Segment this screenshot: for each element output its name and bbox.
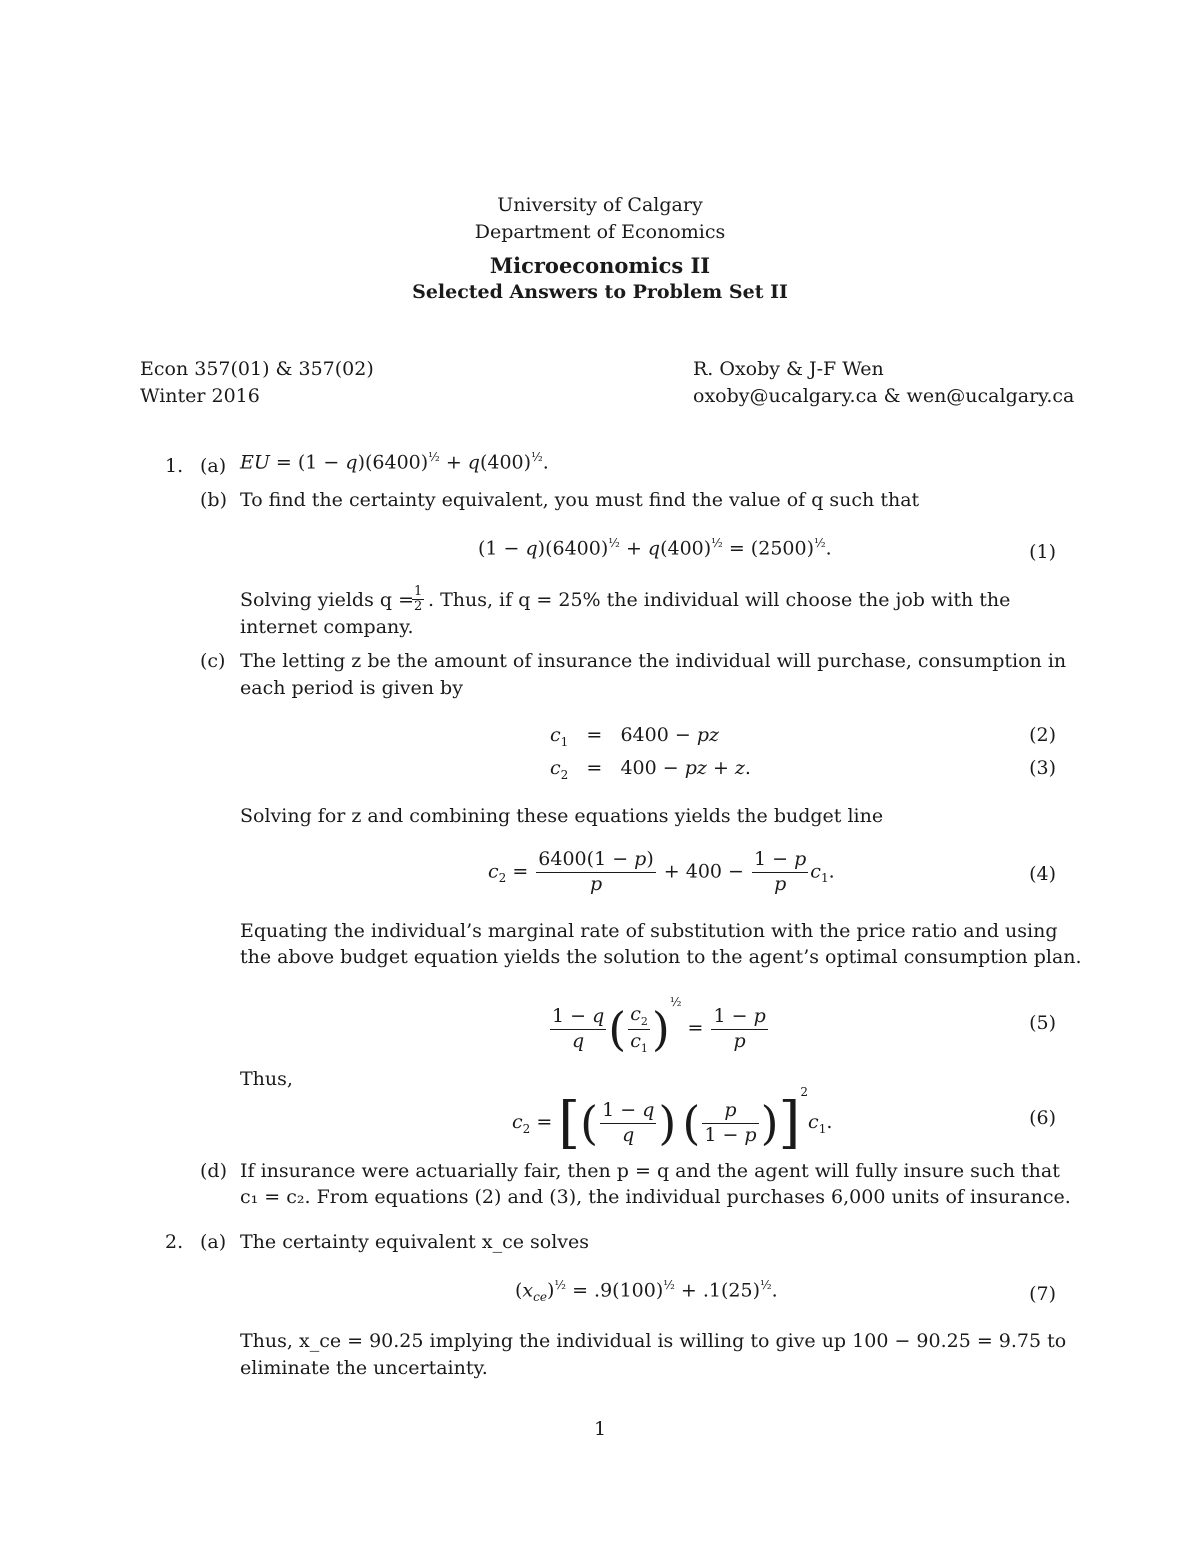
q2-number: 2.	[165, 1231, 184, 1253]
equation-5-mrs: $\frac{1 - q}{q}$ ( $\frac{c_2}{c_1}$ )$^{\frac{1}{2}}$ = $\frac{1 - p}{p}$	[552, 995, 766, 1056]
equation-4-number: (4)	[1029, 863, 1056, 885]
q1d-text-2: c₁ = c₂. From equations (2) and (3), the individual purchases 6,000 units of insurance.	[240, 1186, 1071, 1208]
q2a-text: The certainty equivalent x_ce solves	[240, 1231, 589, 1253]
q1b-solving-end: internet company.	[240, 616, 414, 638]
q1-number: 1.	[165, 455, 184, 477]
equation-3-number: (3)	[1029, 757, 1056, 779]
document-subtitle: Selected Answers to Problem Set II	[412, 281, 788, 303]
equation-5-number: (5)	[1029, 1012, 1056, 1034]
q1c-text-3: Solving for z and combining these equations yields the budget line	[240, 805, 884, 827]
term: Winter 2016	[140, 385, 260, 407]
equation-6: $c_2$ = [( $\frac{1 - q}{q}$ ) ( $\frac{p}{1 - p}$ )]$^2c_1$.	[512, 1085, 833, 1156]
department-name: Department of Economics	[474, 221, 726, 243]
instructors: R. Oxoby & J-F Wen	[693, 358, 884, 380]
equation-7: $(x_{ce})^{\frac{1}{2}} = .9(100)^{\frac{1}{2}} + .1(25)^{\frac{1}{2}}$.	[515, 1278, 778, 1305]
q1c-text-5: the above budget equation yields the solution to the agent’s optimal consumption plan.	[240, 946, 1082, 968]
q1a-label: (a)	[200, 455, 227, 477]
q1a-expected-utility-formula: EU = $(1 - q)(6400)^{\frac{1}{2}} + q(400)^{\frac{1}{2}}$.	[240, 450, 549, 474]
equation-1-number: (1)	[1029, 541, 1056, 563]
equation-1: $(1 - q)(6400)^{\frac{1}{2}} + q(400)^{\frac{1}{2}} = (2500)^{\frac{1}{2}}$.	[478, 536, 832, 560]
q2a-label: (a)	[200, 1231, 227, 1253]
equation-2-number: (2)	[1029, 724, 1056, 746]
course-title: Microeconomics II	[489, 253, 711, 278]
equation-3: $c_2 = 400$ − pz + z.	[550, 757, 751, 782]
equation-7-number: (7)	[1029, 1283, 1056, 1305]
course-code: Econ 357(01) & 357(02)	[140, 358, 374, 380]
q1c-text-1: The letting z be the amount of insurance the individual will purchase, consumption in	[240, 650, 1067, 672]
q1b-text: To find the certainty equivalent, you must find the value of q such that	[240, 489, 920, 511]
instructor-emails: oxoby@ucalgary.ca & wen@ucalgary.ca	[693, 385, 1075, 407]
q1d-text-1: If insurance were actuarially fair, then p = q and the agent will fully insure such that	[240, 1160, 1060, 1182]
q2a-thus-2: eliminate the uncertainty.	[240, 1357, 488, 1379]
q1d-label: (d)	[200, 1160, 227, 1182]
q1b-solving-start: Solving yields q =	[240, 589, 414, 611]
q1b-solution-fraction: $\frac{1}{2}$	[414, 584, 423, 615]
equation-4-budget-line: $c_2$ = $\frac{6400(1 - p)}{p}$ + 400 − $\frac{1 - p}{p}$ $c_1$.	[488, 848, 835, 895]
q1b-label: (b)	[200, 489, 227, 511]
q1b-solving-rest: . Thus, if q = 25% the individual will choose the job with the	[428, 589, 1011, 611]
q1c-label: (c)	[200, 650, 226, 672]
q1c-text-2: each period is given by	[240, 677, 463, 699]
university-name: University of Calgary	[497, 194, 703, 216]
equation-2: $c_1 = 6400$ − pz	[550, 724, 719, 749]
page-number: 1	[593, 1418, 607, 1440]
q1c-thus: Thus,	[240, 1068, 293, 1090]
q1c-text-4: Equating the individual’s marginal rate of substitution with the price ratio and using	[240, 920, 1058, 942]
q2a-thus-1: Thus, x_ce = 90.25 implying the individual is willing to give up 100 − 90.25 = 9.75 to	[240, 1330, 1067, 1352]
equation-6-number: (6)	[1029, 1107, 1056, 1129]
